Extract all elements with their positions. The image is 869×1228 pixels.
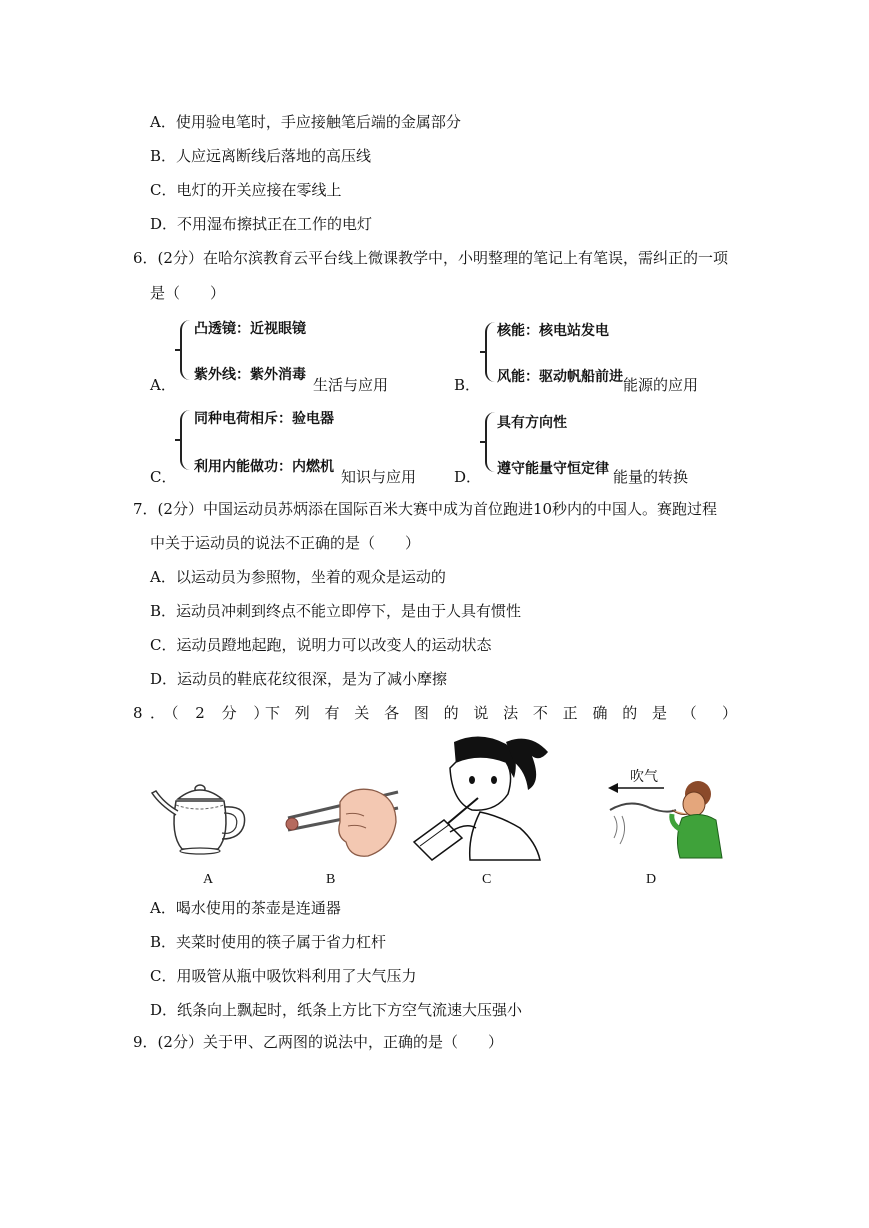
q6-option-c-item1: 同种电荷相斥：验电器 — [194, 411, 334, 427]
brace — [180, 410, 190, 470]
figure-d-caption: 吹气 — [630, 769, 658, 785]
q9-stem: 9．(2分）关于甲、乙两图的说法中，正确的是（ ） — [133, 1033, 503, 1051]
q8-option-a: A．喝水使用的茶壶是连通器 — [150, 899, 341, 917]
q5-option-a: A．使用验电笔时，手应接触笔后端的金属部分 — [150, 113, 461, 131]
brace — [485, 412, 495, 472]
q6-option-d-letter: D． — [454, 468, 482, 486]
q6-option-b-item1: 核能：核电站发电 — [497, 323, 609, 339]
q6-option-b-tail: 能源的应用 — [623, 376, 699, 394]
q8-stem-number: 8 — [133, 704, 143, 722]
q6-option-c-tail: 知识与应用 — [341, 468, 417, 486]
teapot-figure — [148, 775, 250, 860]
q6-option-a-item2: 紫外线：紫外消毒 — [194, 367, 306, 383]
q7-option-d: D．运动员的鞋底花纹很深，是为了减小摩擦 — [150, 670, 448, 688]
q5-option-c: C．电灯的开关应接在零线上 — [150, 181, 342, 199]
girl-straw-figure — [410, 732, 555, 862]
q6-option-b-letter: B． — [454, 376, 481, 394]
q8-option-b: B．夹菜时使用的筷子属于省力杠杆 — [150, 933, 387, 951]
q7-option-c: C．运动员蹬地起跑，说明力可以改变人的运动状态 — [150, 636, 492, 654]
q5-option-b: B．人应远离断线后落地的高压线 — [150, 147, 372, 165]
q7-stem-line1: 7．(2分）中国运动员苏炳添在国际百米大赛中成为首位跑进10秒内的中国人。赛跑过程 — [133, 500, 718, 518]
q6-option-d-item2: 遵守能量守恒定律 — [497, 461, 609, 477]
q6-option-d-tail: 能量的转换 — [613, 468, 689, 486]
q7-option-a: A．以运动员为参照物，坐着的观众是运动的 — [150, 568, 446, 586]
q6-option-a-letter: A． — [150, 376, 176, 394]
q6-option-c-item2: 利用内能做功：内燃机 — [194, 459, 334, 475]
q8-option-c: C．用吸管从瓶中吸饮料利用了大气压力 — [150, 967, 417, 985]
q8-stem-score: ．（ 2 分 ） — [150, 704, 275, 722]
q6-option-d-item1: 具有方向性 — [497, 415, 567, 431]
q7-option-b: B．运动员冲刺到终点不能立即停下，是由于人具有惯性 — [150, 602, 522, 620]
figure-label-a: A — [203, 872, 214, 887]
q6-stem-line2: 是（ ） — [150, 284, 226, 302]
figure-label-b: B — [326, 872, 336, 887]
boy-blowing-figure — [600, 780, 725, 860]
q7-stem-line2: 中关于运动员的说法不正确的是（ ） — [150, 534, 421, 552]
brace — [485, 322, 495, 382]
q8-stem-close: ） — [722, 704, 738, 722]
q8-stem-text: 下 列 有 关 各 图 的 说 法 不 正 确 的 是 （ — [265, 704, 699, 722]
q6-option-c-letter: C． — [150, 468, 177, 486]
chopsticks-figure — [280, 782, 402, 862]
q6-option-a-tail: 生活与应用 — [313, 376, 389, 394]
figure-label-d: D — [646, 872, 657, 887]
brace — [180, 320, 190, 380]
q6-stem-line1: 6．(2分）在哈尔滨教育云平台线上微课教学中，小明整理的笔记上有笔误，需纠正的一项 — [133, 249, 728, 267]
q5-option-d: D．不用湿布擦拭正在工作的电灯 — [150, 215, 373, 233]
q6-option-b-item2: 风能：驱动帆船前进 — [497, 369, 623, 385]
q6-option-a-item1: 凸透镜：近视眼镜 — [194, 321, 306, 337]
figure-label-c: C — [482, 872, 492, 887]
q8-option-d: D．纸条向上飘起时，纸条上方比下方空气流速大压强小 — [150, 1001, 523, 1019]
